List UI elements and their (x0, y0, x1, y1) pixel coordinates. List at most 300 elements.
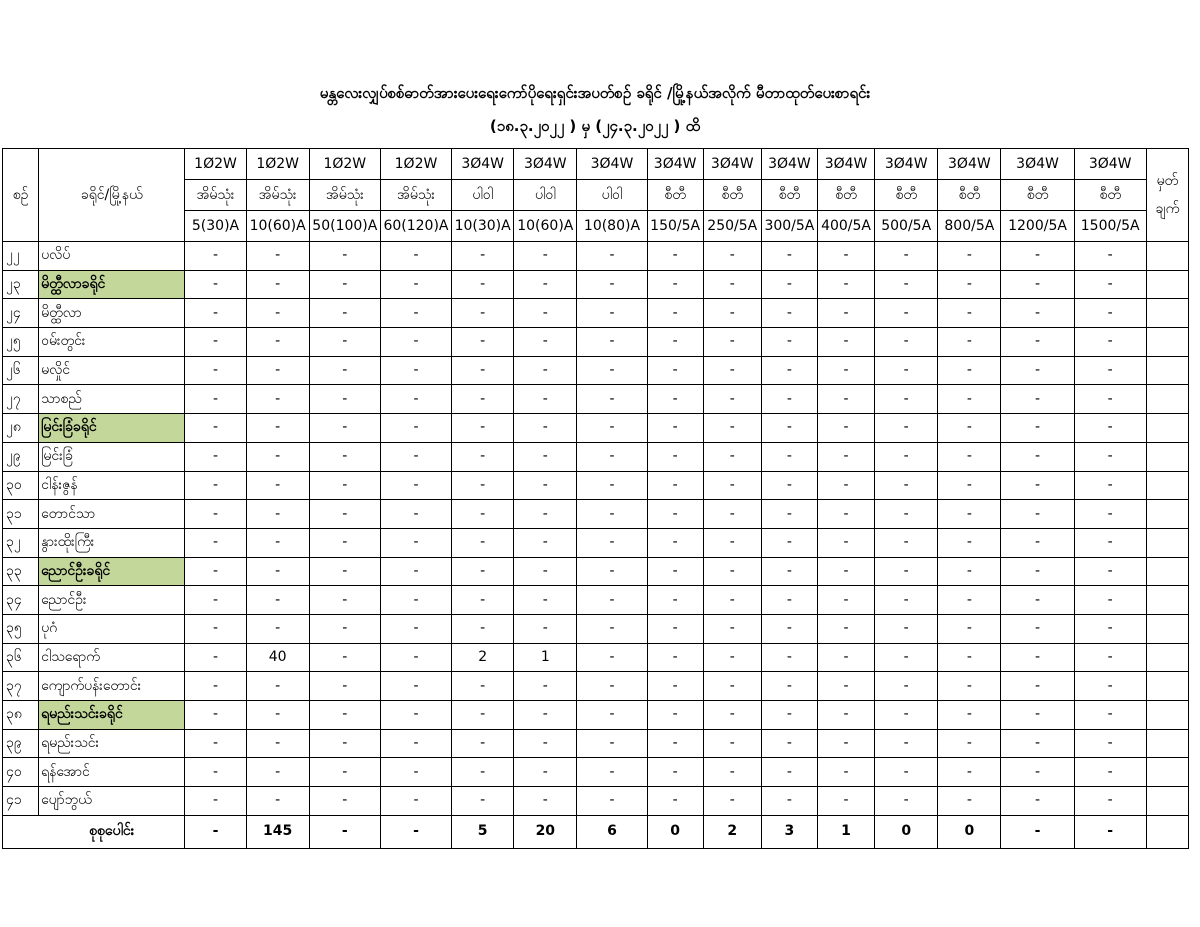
cell-value: - (875, 471, 938, 500)
township-name: ငါသရောက် (39, 643, 185, 672)
cell-value: - (647, 385, 703, 414)
cell-remark (1146, 701, 1188, 730)
cell-value: - (1074, 643, 1146, 672)
cell-value: - (817, 701, 874, 730)
cell-value: - (514, 500, 577, 529)
total-value: 3 (761, 815, 817, 848)
cell-value: - (703, 614, 761, 643)
cell-value: - (761, 672, 817, 701)
cell-value: - (875, 500, 938, 529)
total-value: - (185, 815, 246, 848)
cell-value: - (452, 729, 514, 758)
cell-value: - (246, 758, 309, 787)
cell-value: - (246, 672, 309, 701)
cell-value: - (1001, 643, 1074, 672)
report-date-range: (၁၈.၃.၂၀၂၂ ) မှ (၂၄.၃.၂၀၂၂ ) ထိ (489, 117, 701, 135)
cell-value: - (761, 414, 817, 443)
cell-value: - (938, 787, 1001, 816)
total-remark (1146, 815, 1188, 848)
header-phase: 3Ø4W (817, 149, 874, 180)
total-value: 5 (452, 815, 514, 848)
header-rating: 400/5A (817, 211, 874, 242)
row-number: ၂၄ (3, 299, 39, 328)
header-rating: 1200/5A (1001, 211, 1074, 242)
header-rating: 50(100)A (309, 211, 380, 242)
cell-value: - (1074, 729, 1146, 758)
cell-value: - (1001, 787, 1074, 816)
row-number: ၂၆ (3, 356, 39, 385)
table-row (3, 586, 1189, 615)
cell-value: - (647, 586, 703, 615)
table-row (3, 471, 1189, 500)
cell-value: - (246, 356, 309, 385)
row-number: ၄၁ (3, 787, 39, 816)
cell-value: - (647, 471, 703, 500)
table-row (3, 787, 1189, 816)
cell-value: - (1074, 299, 1146, 328)
table-row (3, 270, 1189, 299)
cell-value: - (703, 500, 761, 529)
cell-value: - (938, 471, 1001, 500)
cell-value: - (1074, 672, 1146, 701)
cell-value: - (380, 557, 451, 586)
header-kind: ပါဝါ (514, 180, 577, 211)
total-value: - (309, 815, 380, 848)
township-name: တောင်သာ (39, 500, 185, 529)
cell-value: - (1001, 270, 1074, 299)
header-kind: အိမ်သုံး (185, 180, 246, 211)
cell-value: - (452, 614, 514, 643)
row-number: ၂၇ (3, 385, 39, 414)
cell-value: - (1074, 614, 1146, 643)
cell-remark (1146, 414, 1188, 443)
cell-value: - (185, 729, 246, 758)
cell-value: - (875, 270, 938, 299)
cell-value: - (309, 242, 380, 271)
cell-remark (1146, 729, 1188, 758)
table-row (3, 299, 1189, 328)
header-phase: 1Ø2W (380, 149, 451, 180)
cell-value: - (938, 557, 1001, 586)
cell-value: - (875, 356, 938, 385)
cell-value: - (185, 242, 246, 271)
cell-value: - (452, 701, 514, 730)
cell-value: - (380, 701, 451, 730)
cell-value: - (647, 528, 703, 557)
cell-value: - (1074, 528, 1146, 557)
cell-value: - (817, 528, 874, 557)
cell-value: - (647, 557, 703, 586)
cell-value: - (246, 471, 309, 500)
cell-value: - (514, 614, 577, 643)
cell-value: - (817, 471, 874, 500)
cell-value: - (185, 385, 246, 414)
cell-value: - (577, 385, 647, 414)
cell-value: - (703, 270, 761, 299)
cell-value: - (246, 701, 309, 730)
row-number: ၃၀ (3, 471, 39, 500)
header-rating: 150/5A (647, 211, 703, 242)
township-name: ရန်အောင် (39, 758, 185, 787)
cell-value: - (761, 758, 817, 787)
cell-value: 2 (452, 643, 514, 672)
header-no: စဉ် (3, 149, 39, 242)
cell-value: - (817, 586, 874, 615)
header-rating: 60(120)A (380, 211, 451, 242)
header-rating: 10(80)A (577, 211, 647, 242)
cell-value: - (1001, 442, 1074, 471)
table-header (3, 149, 1189, 242)
cell-value: - (875, 586, 938, 615)
cell-value: - (577, 614, 647, 643)
cell-value: - (1074, 758, 1146, 787)
cell-remark (1146, 471, 1188, 500)
cell-value: - (452, 528, 514, 557)
cell-value: - (647, 270, 703, 299)
cell-value: - (938, 729, 1001, 758)
header-phase: 3Ø4W (452, 149, 514, 180)
cell-value: - (647, 242, 703, 271)
cell-value: - (309, 729, 380, 758)
district-name: မိတ္ထီလာခရိုင် (39, 270, 185, 299)
cell-value: - (1074, 356, 1146, 385)
cell-value: - (309, 471, 380, 500)
header-phase: 1Ø2W (185, 149, 246, 180)
total-value: - (1001, 815, 1074, 848)
cell-value: - (514, 356, 577, 385)
cell-value: - (761, 787, 817, 816)
cell-value: - (817, 643, 874, 672)
row-number: ၂၅ (3, 328, 39, 357)
header-kind: အိမ်သုံး (246, 180, 309, 211)
cell-remark (1146, 672, 1188, 701)
cell-remark (1146, 614, 1188, 643)
header-remark-line2: ချက် (1155, 201, 1180, 217)
cell-value: - (577, 328, 647, 357)
cell-value: - (875, 385, 938, 414)
header-kind: ပါဝါ (577, 180, 647, 211)
header-rating: 800/5A (938, 211, 1001, 242)
township-name: ကျောက်ပန်းတောင်း (39, 672, 185, 701)
cell-value: - (761, 242, 817, 271)
cell-value: - (246, 557, 309, 586)
township-name: ညောင်ဦး (39, 586, 185, 615)
cell-value: - (309, 758, 380, 787)
cell-value: - (703, 356, 761, 385)
cell-value: - (185, 414, 246, 443)
cell-value: - (817, 385, 874, 414)
cell-value: - (938, 442, 1001, 471)
cell-value: - (761, 500, 817, 529)
cell-value: - (309, 500, 380, 529)
cell-value: - (577, 471, 647, 500)
cell-remark (1146, 299, 1188, 328)
cell-value: - (647, 328, 703, 357)
header-kind: အိမ်သုံး (309, 180, 380, 211)
cell-value: - (938, 643, 1001, 672)
cell-remark (1146, 242, 1188, 271)
cell-value: - (514, 471, 577, 500)
cell-value: - (875, 643, 938, 672)
cell-value: - (703, 787, 761, 816)
header-name: ခရိုင်/မြို့နယ် (39, 149, 185, 242)
header-rating: 1500/5A (1074, 211, 1146, 242)
cell-value: - (380, 442, 451, 471)
header-phase: 1Ø2W (246, 149, 309, 180)
table-row (3, 672, 1189, 701)
cell-value: - (875, 787, 938, 816)
cell-value: - (817, 299, 874, 328)
cell-value: - (309, 299, 380, 328)
total-value: 2 (703, 815, 761, 848)
cell-value: - (875, 414, 938, 443)
cell-value: - (875, 242, 938, 271)
cell-value: - (938, 385, 1001, 414)
cell-value: - (246, 528, 309, 557)
row-number: ၂၉ (3, 442, 39, 471)
cell-value: - (703, 729, 761, 758)
cell-remark (1146, 270, 1188, 299)
cell-value: - (309, 614, 380, 643)
cell-value: - (1074, 442, 1146, 471)
header-remark-line1: မှတ် (1156, 173, 1179, 189)
cell-value: - (452, 328, 514, 357)
township-name: သာစည် (39, 385, 185, 414)
header-kind: စီတီ (817, 180, 874, 211)
cell-value: - (577, 500, 647, 529)
cell-value: - (1074, 385, 1146, 414)
cell-value: - (514, 328, 577, 357)
cell-value: - (246, 787, 309, 816)
row-number: ၃၇ (3, 672, 39, 701)
cell-value: 1 (514, 643, 577, 672)
cell-value: - (380, 299, 451, 328)
cell-value: - (246, 442, 309, 471)
cell-value: - (452, 385, 514, 414)
total-value: - (380, 815, 451, 848)
cell-value: - (246, 414, 309, 443)
township-name: ပျော်ဘွယ် (39, 787, 185, 816)
row-number: ၃၄ (3, 586, 39, 615)
cell-value: - (1074, 270, 1146, 299)
cell-value: - (647, 643, 703, 672)
cell-value: - (452, 787, 514, 816)
cell-value: - (380, 242, 451, 271)
header-rating: 250/5A (703, 211, 761, 242)
cell-value: - (185, 701, 246, 730)
cell-value: - (703, 414, 761, 443)
table-row (3, 414, 1189, 443)
cell-value: - (514, 557, 577, 586)
cell-value: - (1074, 586, 1146, 615)
table-row (3, 557, 1189, 586)
cell-value: - (380, 729, 451, 758)
cell-value: - (577, 557, 647, 586)
cell-value: - (938, 672, 1001, 701)
cell-value: - (817, 500, 874, 529)
cell-value: - (938, 758, 1001, 787)
cell-value: - (380, 270, 451, 299)
header-phase: 3Ø4W (938, 149, 1001, 180)
table-row (3, 328, 1189, 357)
cell-remark (1146, 586, 1188, 615)
cell-remark (1146, 557, 1188, 586)
cell-value: - (577, 442, 647, 471)
table-row (3, 528, 1189, 557)
cell-value: - (514, 270, 577, 299)
township-name: မြင်းခြံ (39, 442, 185, 471)
cell-value: - (875, 557, 938, 586)
cell-value: - (380, 586, 451, 615)
cell-value: 40 (246, 643, 309, 672)
header-phase: 3Ø4W (875, 149, 938, 180)
cell-value: - (185, 758, 246, 787)
cell-value: - (761, 586, 817, 615)
cell-value: - (703, 299, 761, 328)
row-number: ၃၂ (3, 528, 39, 557)
cell-value: - (380, 328, 451, 357)
cell-value: - (246, 500, 309, 529)
cell-value: - (817, 442, 874, 471)
cell-value: - (514, 242, 577, 271)
cell-value: - (1001, 299, 1074, 328)
cell-value: - (246, 614, 309, 643)
cell-value: - (703, 586, 761, 615)
cell-value: - (380, 528, 451, 557)
cell-value: - (185, 586, 246, 615)
header-phase: 3Ø4W (647, 149, 703, 180)
cell-value: - (577, 672, 647, 701)
cell-value: - (1001, 758, 1074, 787)
cell-value: - (577, 701, 647, 730)
cell-value: - (647, 414, 703, 443)
cell-value: - (875, 758, 938, 787)
cell-value: - (577, 414, 647, 443)
cell-value: - (761, 299, 817, 328)
cell-value: - (452, 758, 514, 787)
cell-value: - (1001, 614, 1074, 643)
row-number: ၃၆ (3, 643, 39, 672)
cell-value: - (1001, 500, 1074, 529)
row-number: ၃၃ (3, 557, 39, 586)
total-value: 0 (938, 815, 1001, 848)
cell-value: - (309, 442, 380, 471)
cell-value: - (1001, 242, 1074, 271)
header-phase: 3Ø4W (1001, 149, 1074, 180)
cell-value: - (761, 614, 817, 643)
cell-value: - (1074, 414, 1146, 443)
township-name: ပလိပ် (39, 242, 185, 271)
cell-value: - (1001, 586, 1074, 615)
cell-value: - (309, 356, 380, 385)
cell-value: - (703, 557, 761, 586)
header-phase: 3Ø4W (514, 149, 577, 180)
cell-value: - (246, 586, 309, 615)
cell-value: - (577, 643, 647, 672)
cell-value: - (647, 299, 703, 328)
cell-value: - (938, 614, 1001, 643)
cell-value: - (452, 442, 514, 471)
header-kind: ပါဝါ (452, 180, 514, 211)
cell-value: - (309, 557, 380, 586)
cell-value: - (1001, 356, 1074, 385)
cell-value: - (938, 356, 1001, 385)
cell-value: - (185, 614, 246, 643)
cell-value: - (1074, 787, 1146, 816)
cell-value: - (875, 442, 938, 471)
cell-value: - (761, 471, 817, 500)
cell-value: - (1001, 528, 1074, 557)
total-label: စုစုပေါင်း (3, 815, 185, 848)
header-rating: 5(30)A (185, 211, 246, 242)
table-body (3, 242, 1189, 849)
header-kind: စီတီ (703, 180, 761, 211)
cell-value: - (246, 328, 309, 357)
total-value: - (1074, 815, 1146, 848)
township-name: ပုဂံ (39, 614, 185, 643)
cell-value: - (1001, 385, 1074, 414)
cell-value: - (761, 643, 817, 672)
cell-remark (1146, 528, 1188, 557)
cell-value: - (452, 270, 514, 299)
header-kind: စီတီ (761, 180, 817, 211)
row-number: ၃၈ (3, 701, 39, 730)
cell-value: - (380, 758, 451, 787)
cell-value: - (577, 586, 647, 615)
total-value: 20 (514, 815, 577, 848)
cell-remark (1146, 385, 1188, 414)
cell-value: - (380, 500, 451, 529)
cell-value: - (817, 356, 874, 385)
cell-value: - (647, 614, 703, 643)
cell-value: - (452, 414, 514, 443)
cell-value: - (875, 701, 938, 730)
cell-value: - (703, 471, 761, 500)
cell-value: - (647, 442, 703, 471)
cell-value: - (875, 729, 938, 758)
cell-value: - (185, 270, 246, 299)
cell-value: - (185, 672, 246, 701)
row-number: ၄၀ (3, 758, 39, 787)
header-kind: စီတီ (647, 180, 703, 211)
cell-value: - (703, 701, 761, 730)
cell-value: - (309, 586, 380, 615)
cell-value: - (514, 758, 577, 787)
cell-value: - (875, 528, 938, 557)
cell-value: - (577, 528, 647, 557)
cell-value: - (452, 356, 514, 385)
header-row-phase (3, 149, 1189, 180)
cell-remark (1146, 643, 1188, 672)
header-phase: 3Ø4W (1074, 149, 1146, 180)
cell-value: - (761, 442, 817, 471)
cell-value: - (703, 442, 761, 471)
total-value: 145 (246, 815, 309, 848)
township-name: ရမည်းသင်း (39, 729, 185, 758)
cell-value: - (380, 356, 451, 385)
cell-value: - (938, 701, 1001, 730)
total-value: 0 (875, 815, 938, 848)
cell-value: - (1001, 672, 1074, 701)
cell-remark (1146, 758, 1188, 787)
table-row (3, 442, 1189, 471)
header-kind: စီတီ (938, 180, 1001, 211)
cell-value: - (514, 299, 577, 328)
header-remark (1146, 149, 1188, 242)
cell-value: - (185, 557, 246, 586)
cell-value: - (703, 672, 761, 701)
township-name: နွားထိုးကြီး (39, 528, 185, 557)
